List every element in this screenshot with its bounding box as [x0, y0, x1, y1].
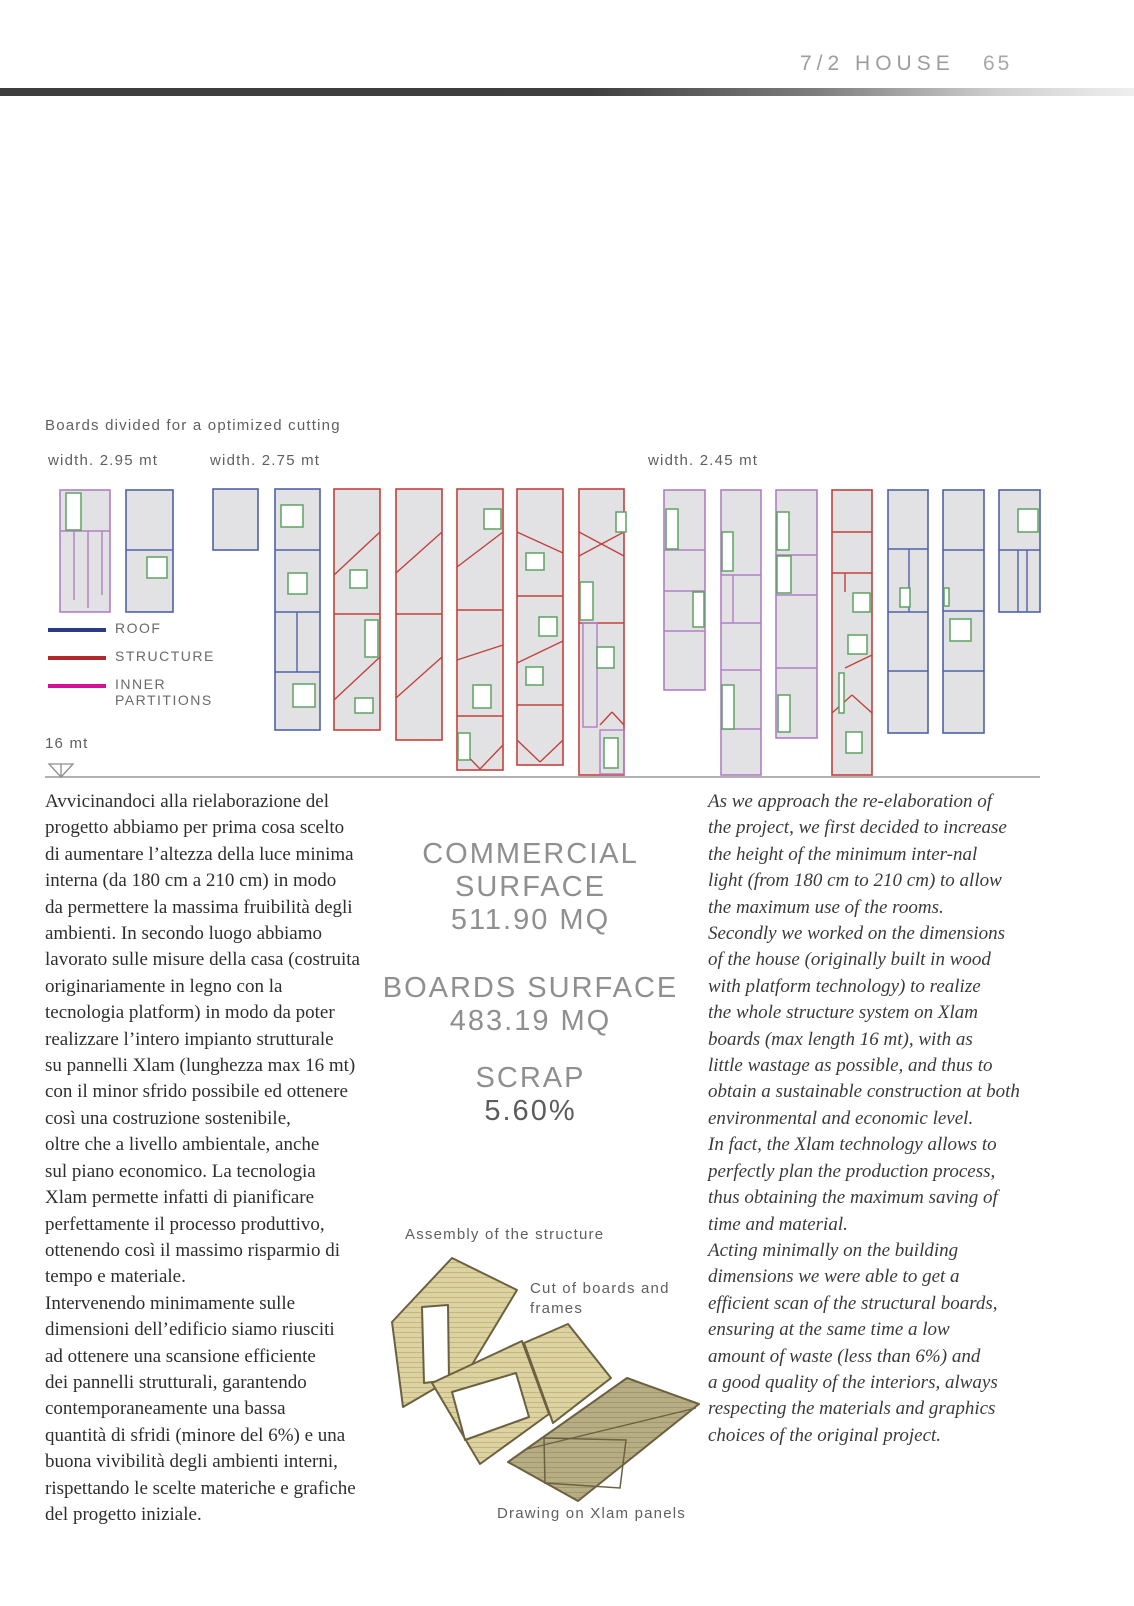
text-line: SURFACE [455, 871, 606, 903]
width-label-275: width. 2.75 mt [210, 452, 321, 469]
text-line: Xlam permette infatti di pianificare [45, 1187, 315, 1209]
text-line: 5.60% [484, 1095, 577, 1127]
legend-roof-label: ROOF [115, 620, 162, 636]
text-line: dimensions we were able to get a [708, 1266, 960, 1288]
stat-scrap [378, 1062, 683, 1128]
boards-layer [60, 489, 1040, 775]
cutting-diagram [0, 440, 1134, 790]
text-line: ambienti. In secondo luogo abbiamo [45, 923, 323, 945]
text-line: da permettere la massima fruibilità degli [45, 896, 353, 918]
legend-inner-partitions-label: INNER PARTITIONS [115, 676, 213, 708]
stat-commercial-surface [378, 838, 683, 937]
text-line: In fact, the Xlam technology allows to [708, 1134, 997, 1156]
assembly-title: Assembly of the structure [405, 1226, 605, 1243]
page-title: 7/2 HOUSE [800, 52, 955, 75]
diagram-title: Boards divided for a optimized cutting [45, 417, 341, 434]
legend-structure-swatch [48, 656, 106, 660]
text-line: originariamente in legno con la [45, 975, 283, 997]
text-line: progetto abbiamo per prima cosa scelto [45, 817, 345, 839]
text-line: 483.19 MQ [449, 1005, 612, 1037]
text-line: 511.90 MQ [450, 904, 611, 936]
text-line: the project, we first decided to increase [708, 817, 1007, 839]
text-line: ottenendo così il massimo risparmio di [45, 1239, 340, 1261]
text-line: interna (da 180 cm a 210 cm) in modo [45, 870, 337, 892]
text-line: tempo e materiale. [45, 1266, 186, 1288]
header-gradient-bar [0, 88, 1134, 96]
text-line: Intervenendo minimamente sulle [45, 1292, 296, 1314]
text-line: the height of the minimum inter-nal [708, 843, 978, 865]
text-line: contemporaneamente una bassa [45, 1398, 286, 1420]
text-line: quantità di sfridi (minore del 6%) e una [45, 1424, 346, 1446]
length-label: 16 mt [45, 735, 89, 752]
text-line: SCRAP [475, 1062, 586, 1094]
text-line: sul piano economico. La tecnologia [45, 1160, 316, 1182]
text-line: realizzare l’intero impianto strutturale [45, 1028, 334, 1050]
width-label-245: width. 2.45 mt [648, 452, 759, 469]
text-line: choices of the original project. [708, 1424, 942, 1446]
text-line: su pannelli Xlam (lunghezza max 16 mt) [45, 1055, 356, 1077]
legend-roof-swatch [48, 628, 106, 632]
text-line: Secondly we worked on the dimensions [708, 923, 1006, 945]
italian-text-column [45, 789, 381, 1528]
text-line: di aumentare l’altezza della luce minima [45, 843, 354, 865]
text-line: As we approach the re-elaboration of [708, 791, 993, 812]
text-line: COMMERCIAL [422, 838, 639, 870]
text-line: con il minor sfrido possibile ed ottenere [45, 1081, 348, 1103]
legend-inner-partitions-swatch [48, 684, 106, 688]
text-line: del progetto iniziale. [45, 1503, 202, 1525]
english-text-column [708, 789, 1044, 1449]
text-line: ad ottenere una scansione efficiente [45, 1345, 316, 1367]
text-line: Acting minimally on the building [708, 1239, 959, 1261]
text-line: a good quality of the interiors, always [708, 1371, 998, 1393]
text-line: dei pannelli strutturali, garantendo [45, 1371, 307, 1393]
stat-boards-surface [378, 972, 683, 1038]
text-line: ensuring at the same time a low [708, 1319, 950, 1341]
text-line: obtain a sustainable construction at both [708, 1081, 1020, 1103]
text-line: BOARDS SURFACE [382, 972, 679, 1004]
text-line: buona vivibilità degli ambienti interni, [45, 1451, 338, 1473]
text-line: perfettamente il processo produttivo, [45, 1213, 325, 1235]
text-line: dimensioni dell’edificio siamo riusciti [45, 1319, 335, 1341]
text-line: the whole structure system on Xlam [708, 1002, 979, 1024]
text-line: oltre che a livello ambientale, anche [45, 1134, 320, 1156]
drawing-caption: Drawing on Xlam panels [497, 1505, 686, 1522]
text-line: Avvicinandoci alla rielaborazione del [45, 791, 329, 812]
text-line: time and material. [708, 1213, 848, 1235]
text-line: of the house (originally built in wood [708, 949, 991, 971]
text-line: amount of waste (less than 6%) and [708, 1345, 981, 1367]
text-line: environmental and economic level. [708, 1107, 974, 1129]
text-line: light (from 180 cm to 210 cm) to allow [708, 870, 1002, 892]
text-line: tecnologia platform) in modo da poter [45, 1002, 335, 1024]
text-line: perfectly plan the production process, [708, 1160, 996, 1182]
cut-of-boards-label: Cut of boards and frames [530, 1280, 670, 1317]
text-line: rispettando le scelte materiche e grafiche [45, 1477, 356, 1499]
text-line: respecting the materials and graphics [708, 1398, 996, 1420]
assembly-sketch [370, 1248, 710, 1516]
legend-structure-label: STRUCTURE [115, 648, 215, 664]
text-line: little wastage as possible, and thus to [708, 1055, 993, 1077]
page-number: 65 [983, 52, 1013, 75]
text-line: with platform technology) to realize [708, 975, 981, 997]
width-label-295: width. 2.95 mt [48, 452, 159, 469]
text-line: così una costruzione sostenibile, [45, 1107, 291, 1129]
text-line: boards (max length 16 mt), with as [708, 1028, 973, 1050]
text-line: lavorato sulle misure della casa (costruita [45, 949, 360, 971]
text-line: thus obtaining the maximum saving of [708, 1187, 998, 1209]
text-line: the maximum use of the rooms. [708, 896, 944, 918]
text-line: efficient scan of the structural boards, [708, 1292, 998, 1314]
